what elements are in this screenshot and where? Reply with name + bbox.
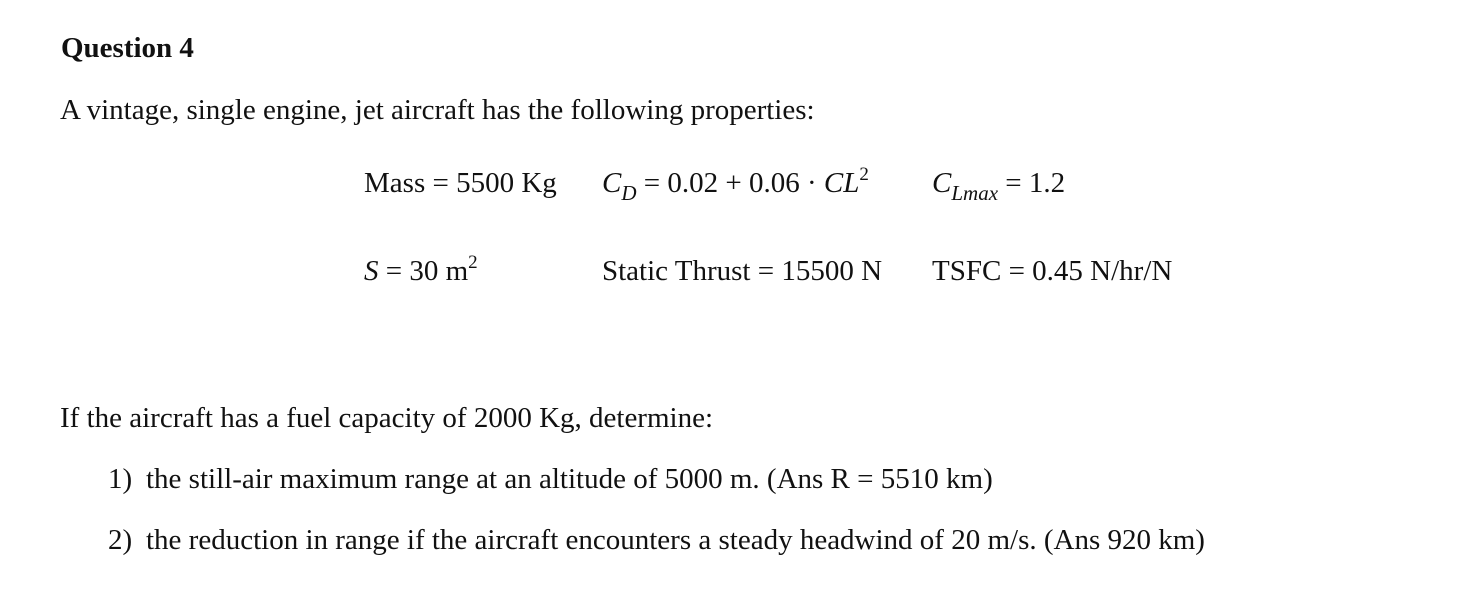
area-exponent: 2: [468, 252, 478, 273]
wing-area-property: [364, 252, 478, 288]
question-heading: Question 4: [61, 32, 194, 64]
list-item-text: the reduction in range if the aircraft encounters a steady headwind of 20 m/s. (Ans 920 km): [146, 524, 1205, 556]
cd-symbol: C: [602, 167, 622, 199]
list-item-number: 2): [108, 524, 133, 556]
static-thrust-property: Static Thrust = 15500 N: [602, 255, 883, 287]
list-item: [108, 463, 993, 496]
question-text: If the aircraft has a fuel capacity of 2000 Kg, determine:: [60, 402, 714, 434]
clmax-property: [932, 167, 1066, 205]
tsfc-property: TSFC = 0.45 N/hr/N: [932, 255, 1173, 287]
area-value: = 30 m: [378, 255, 469, 287]
mass-property: Mass = 5500 Kg: [364, 167, 557, 199]
clmax-value: = 1.2: [998, 167, 1066, 199]
list-item-number: 1): [108, 463, 133, 495]
area-symbol: S: [364, 255, 379, 287]
cd-subscript: D: [621, 181, 637, 205]
list-item-text: the still-air maximum range at an altitude of 5000 m. (Ans R = 5510 km): [146, 463, 993, 495]
intro-text: A vintage, single engine, jet aircraft has the following properties:: [60, 94, 815, 126]
drag-coefficient-equation: [602, 164, 869, 205]
cl-exponent: 2: [859, 164, 869, 185]
cl-symbol: CL: [823, 167, 860, 199]
cd-expression: = 0.02 + 0.06 ·: [636, 167, 824, 199]
list-item: [108, 524, 1205, 557]
clmax-symbol: C: [932, 167, 952, 199]
clmax-subscript: Lmax: [951, 181, 999, 205]
